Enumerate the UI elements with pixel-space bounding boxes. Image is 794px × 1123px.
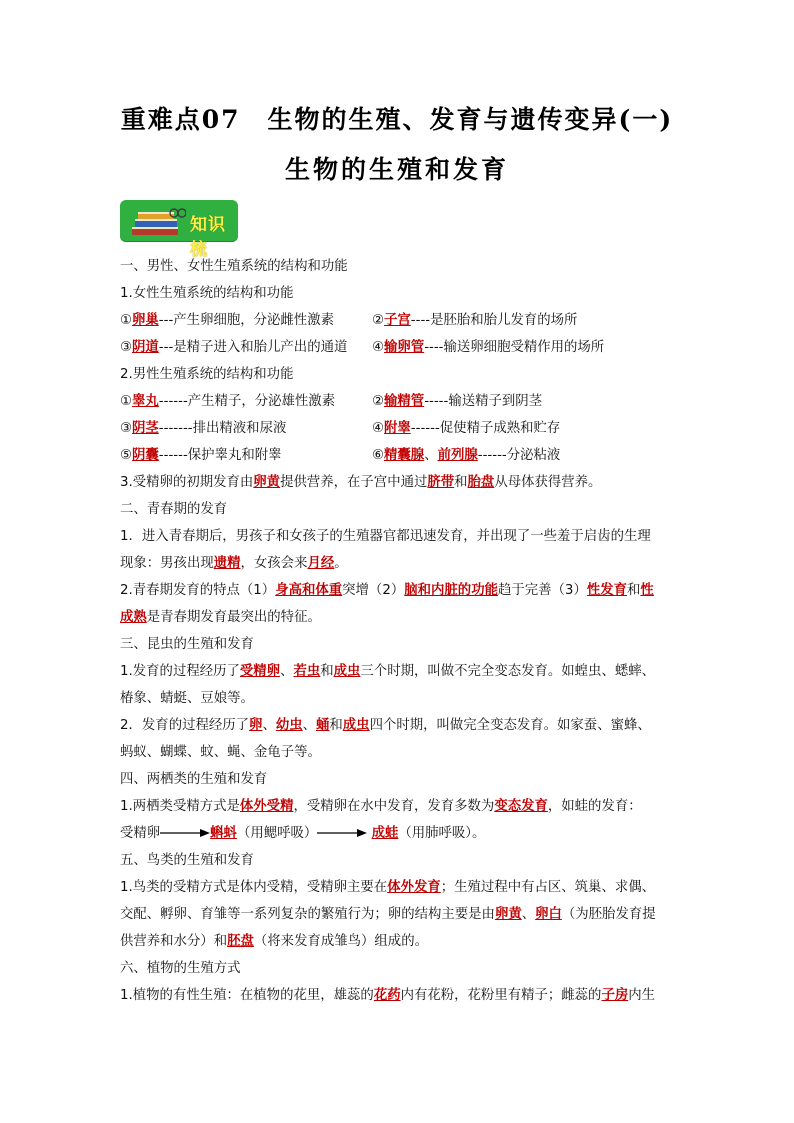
text-run: 四、两栖类的生殖和发育	[120, 772, 268, 787]
key-term: 体外受精	[239, 799, 294, 814]
text-run: 2．发育的过程经历了	[120, 718, 250, 733]
text-run: 1．进入青春期后，男孩子和女孩子的生殖器官都迅速发育，并出现了一些羞于启齿的生理	[120, 529, 651, 544]
text-line	[120, 685, 680, 712]
list-item	[120, 334, 372, 361]
text-run: 内有花粉，花粉里有精子；雌蕊的	[400, 988, 602, 1003]
text-line	[120, 550, 680, 577]
key-term: 阴道	[132, 340, 159, 355]
text-run: 受精卵	[120, 826, 161, 841]
text-run: 、	[424, 448, 438, 463]
key-term: 身高和体重	[275, 583, 343, 598]
text-run: ------保护睾丸和附睾	[158, 448, 282, 463]
text-line	[120, 820, 680, 847]
text-run: （用肺呼吸）。	[398, 826, 486, 841]
text-run: 是青春期发育最突出的特征。	[146, 610, 321, 625]
text-line	[120, 874, 680, 901]
text-run: ，如蛙的发育：	[547, 799, 642, 814]
text-run: ------产生精子，分泌雄性激素	[158, 394, 336, 409]
key-term: 附睾	[384, 421, 411, 436]
text-run: 交配、孵卵、育雏等一系列复杂的繁殖行为；卵的结构主要是由	[120, 907, 495, 922]
text-run: 、	[521, 907, 536, 922]
text-line	[120, 442, 680, 469]
text-line	[120, 901, 680, 928]
text-run: ---产生卵细胞，分泌雌性激素	[158, 313, 334, 328]
key-term: 子宫	[384, 313, 411, 328]
text-run: 和	[627, 583, 641, 598]
text-line	[120, 415, 680, 442]
text-run: 一、男性、女性生殖系统的结构和功能	[120, 259, 348, 274]
arrow-icon	[160, 828, 210, 838]
key-term: 阴茎	[132, 421, 159, 436]
text-run: 、	[262, 718, 276, 733]
text-run: -------排出精液和尿液	[158, 421, 287, 436]
key-term: 遗精	[213, 556, 241, 571]
list-item	[120, 307, 372, 334]
list-item	[120, 415, 372, 442]
text-line	[120, 280, 680, 307]
text-run: -----输送精子到阴茎	[424, 394, 543, 409]
text-run: 四个时期，叫做完全变态发育。如家蚕、蜜蜂、	[369, 718, 651, 733]
key-term: 脐带	[427, 475, 455, 490]
text-line	[120, 739, 680, 766]
key-term: 卵	[249, 718, 263, 733]
text-run: 突增（2）	[342, 583, 405, 598]
text-run: 2.男性生殖系统的结构和功能	[120, 367, 294, 382]
text-run: 三、昆虫的生殖和发育	[120, 637, 254, 652]
text-run: 三个时期，叫做不完全变态发育。如蝗虫、蟋蟀、	[360, 664, 656, 679]
text-run: ------分泌粘液	[477, 448, 561, 463]
list-item	[372, 442, 672, 469]
key-term: 蝌蚪	[210, 826, 237, 841]
text-run: 1.植物的有性生殖：在植物的花里，雄蕊的	[120, 988, 374, 1003]
text-run: （为胚胎发育提	[561, 907, 656, 922]
key-term: 成虫	[333, 664, 361, 679]
list-item	[372, 307, 672, 334]
text-run: 二、青春期的发育	[120, 502, 228, 517]
page-title: 重难点07 生物的生殖、发育与遗传变异(一)	[120, 105, 674, 134]
arrow-icon	[317, 828, 367, 838]
text-run: ⑥	[372, 448, 385, 463]
text-line	[120, 469, 680, 496]
text-line	[120, 982, 680, 1009]
list-item	[372, 415, 672, 442]
text-run: ④	[372, 340, 385, 355]
key-term: 性发育	[586, 583, 628, 598]
text-run: 蚂蚁、蝴蝶、蚊、蝇、金龟子等。	[120, 745, 321, 760]
text-run: 六、植物的生殖方式	[120, 961, 241, 976]
key-term: 阴囊	[132, 448, 159, 463]
key-term: 卵巢	[132, 313, 159, 328]
text-run: 3.受精卵的初期发育由	[120, 475, 254, 490]
text-run: 和	[329, 718, 343, 733]
key-term: 蛹	[316, 718, 330, 733]
key-term: 受精卵	[239, 664, 281, 679]
key-term: 卵黄	[494, 907, 522, 922]
list-item	[120, 442, 372, 469]
text-run: ，受精卵在水中发育，发育多数为	[293, 799, 495, 814]
text-run: 1.鸟类的受精方式是体内受精，受精卵主要在	[120, 880, 388, 895]
list-item	[120, 388, 372, 415]
key-term: 卵白	[535, 907, 562, 922]
text-run: ④	[372, 421, 385, 436]
key-term: 成蛙	[371, 826, 399, 841]
list-item	[372, 388, 672, 415]
text-run: ③	[120, 340, 133, 355]
text-run: ----是胚胎和胎儿发育的场所	[410, 313, 578, 328]
key-term: 输卵管	[384, 340, 425, 355]
text-run: （将来发育成雏鸟）组成的。	[253, 934, 428, 949]
key-term: 精囊腺	[384, 448, 425, 463]
text-line	[120, 604, 680, 631]
key-term: 幼虫	[275, 718, 303, 733]
text-run: 1.两栖类受精方式是	[120, 799, 240, 814]
text-run: 五、鸟类的生殖和发育	[120, 853, 254, 868]
text-line	[120, 496, 680, 523]
key-term: 卵黄	[253, 475, 281, 490]
text-run: 。	[334, 556, 348, 571]
text-run: 趋于完善（3）	[497, 583, 587, 598]
text-run: 1.女性生殖系统的结构和功能	[120, 286, 294, 301]
text-line	[120, 766, 680, 793]
key-term: 成虫	[342, 718, 370, 733]
badge-label: 知识梳	[190, 215, 226, 260]
text-line	[120, 928, 680, 955]
text-run: ⑤	[120, 448, 133, 463]
key-term: 胎盘	[467, 475, 495, 490]
text-line	[120, 253, 680, 280]
text-run: 和	[320, 664, 334, 679]
text-line	[120, 523, 680, 550]
key-term: 体外发育	[387, 880, 441, 895]
text-run: 2.青春期发育的特点（1）	[120, 583, 276, 598]
text-run: 现象：男孩出现	[120, 556, 214, 571]
text-line	[120, 955, 680, 982]
key-term: 输精管	[384, 394, 425, 409]
key-term: 月经	[307, 556, 335, 571]
key-term: 前列腺	[437, 448, 478, 463]
text-line	[120, 307, 680, 334]
text-run: 提供营养，在子宫中通过	[280, 475, 428, 490]
text-line	[120, 658, 680, 685]
text-run: 椿象、蜻蜓、豆娘等。	[120, 691, 254, 706]
key-term: 子房	[601, 988, 629, 1003]
key-term: 成熟	[120, 610, 147, 625]
key-term: 若虫	[293, 664, 321, 679]
text-run: 1.发育的过程经历了	[120, 664, 240, 679]
text-run: ，女孩会来	[240, 556, 308, 571]
text-run: ①	[120, 394, 133, 409]
text-run: 从母体获得营养。	[494, 475, 602, 490]
list-item	[372, 334, 672, 361]
text-line	[120, 712, 680, 739]
text-line	[120, 631, 680, 658]
text-run: 和	[454, 475, 468, 490]
text-run: ③	[120, 421, 133, 436]
text-run: ②	[372, 394, 385, 409]
page-subtitle: 生物的生殖和发育	[284, 155, 509, 184]
key-term: 花药	[373, 988, 401, 1003]
key-term: 性	[640, 583, 654, 598]
text-run: ；生殖过程中有占区、筑巢、求偶、	[440, 880, 656, 895]
text-run: ②	[372, 313, 385, 328]
text-line	[120, 847, 680, 874]
text-line	[120, 793, 680, 820]
text-run: ------促使精子成熟和贮存	[410, 421, 561, 436]
books-icon	[130, 207, 186, 237]
key-term: 睾丸	[132, 394, 159, 409]
document-body	[120, 253, 680, 1009]
text-line	[120, 334, 680, 361]
text-run: 供营养和水分）和	[120, 934, 228, 949]
key-term: 胚盘	[227, 934, 254, 949]
text-run: ----输送卵细胞受精作用的场所	[424, 340, 605, 355]
text-run: ---是精子进入和胎儿产出的通道	[158, 340, 348, 355]
key-term: 脑和内脏的功能	[404, 583, 498, 598]
text-line	[120, 577, 680, 604]
text-run: 、	[302, 718, 316, 733]
key-term: 变态发育	[494, 799, 548, 814]
text-run: 内生	[628, 988, 656, 1003]
text-line	[120, 361, 680, 388]
knowledge-badge	[120, 200, 238, 260]
text-run: ①	[120, 313, 133, 328]
text-run: （用鳃呼吸）	[236, 826, 318, 841]
text-line	[120, 388, 680, 415]
text-run: 、	[280, 664, 294, 679]
